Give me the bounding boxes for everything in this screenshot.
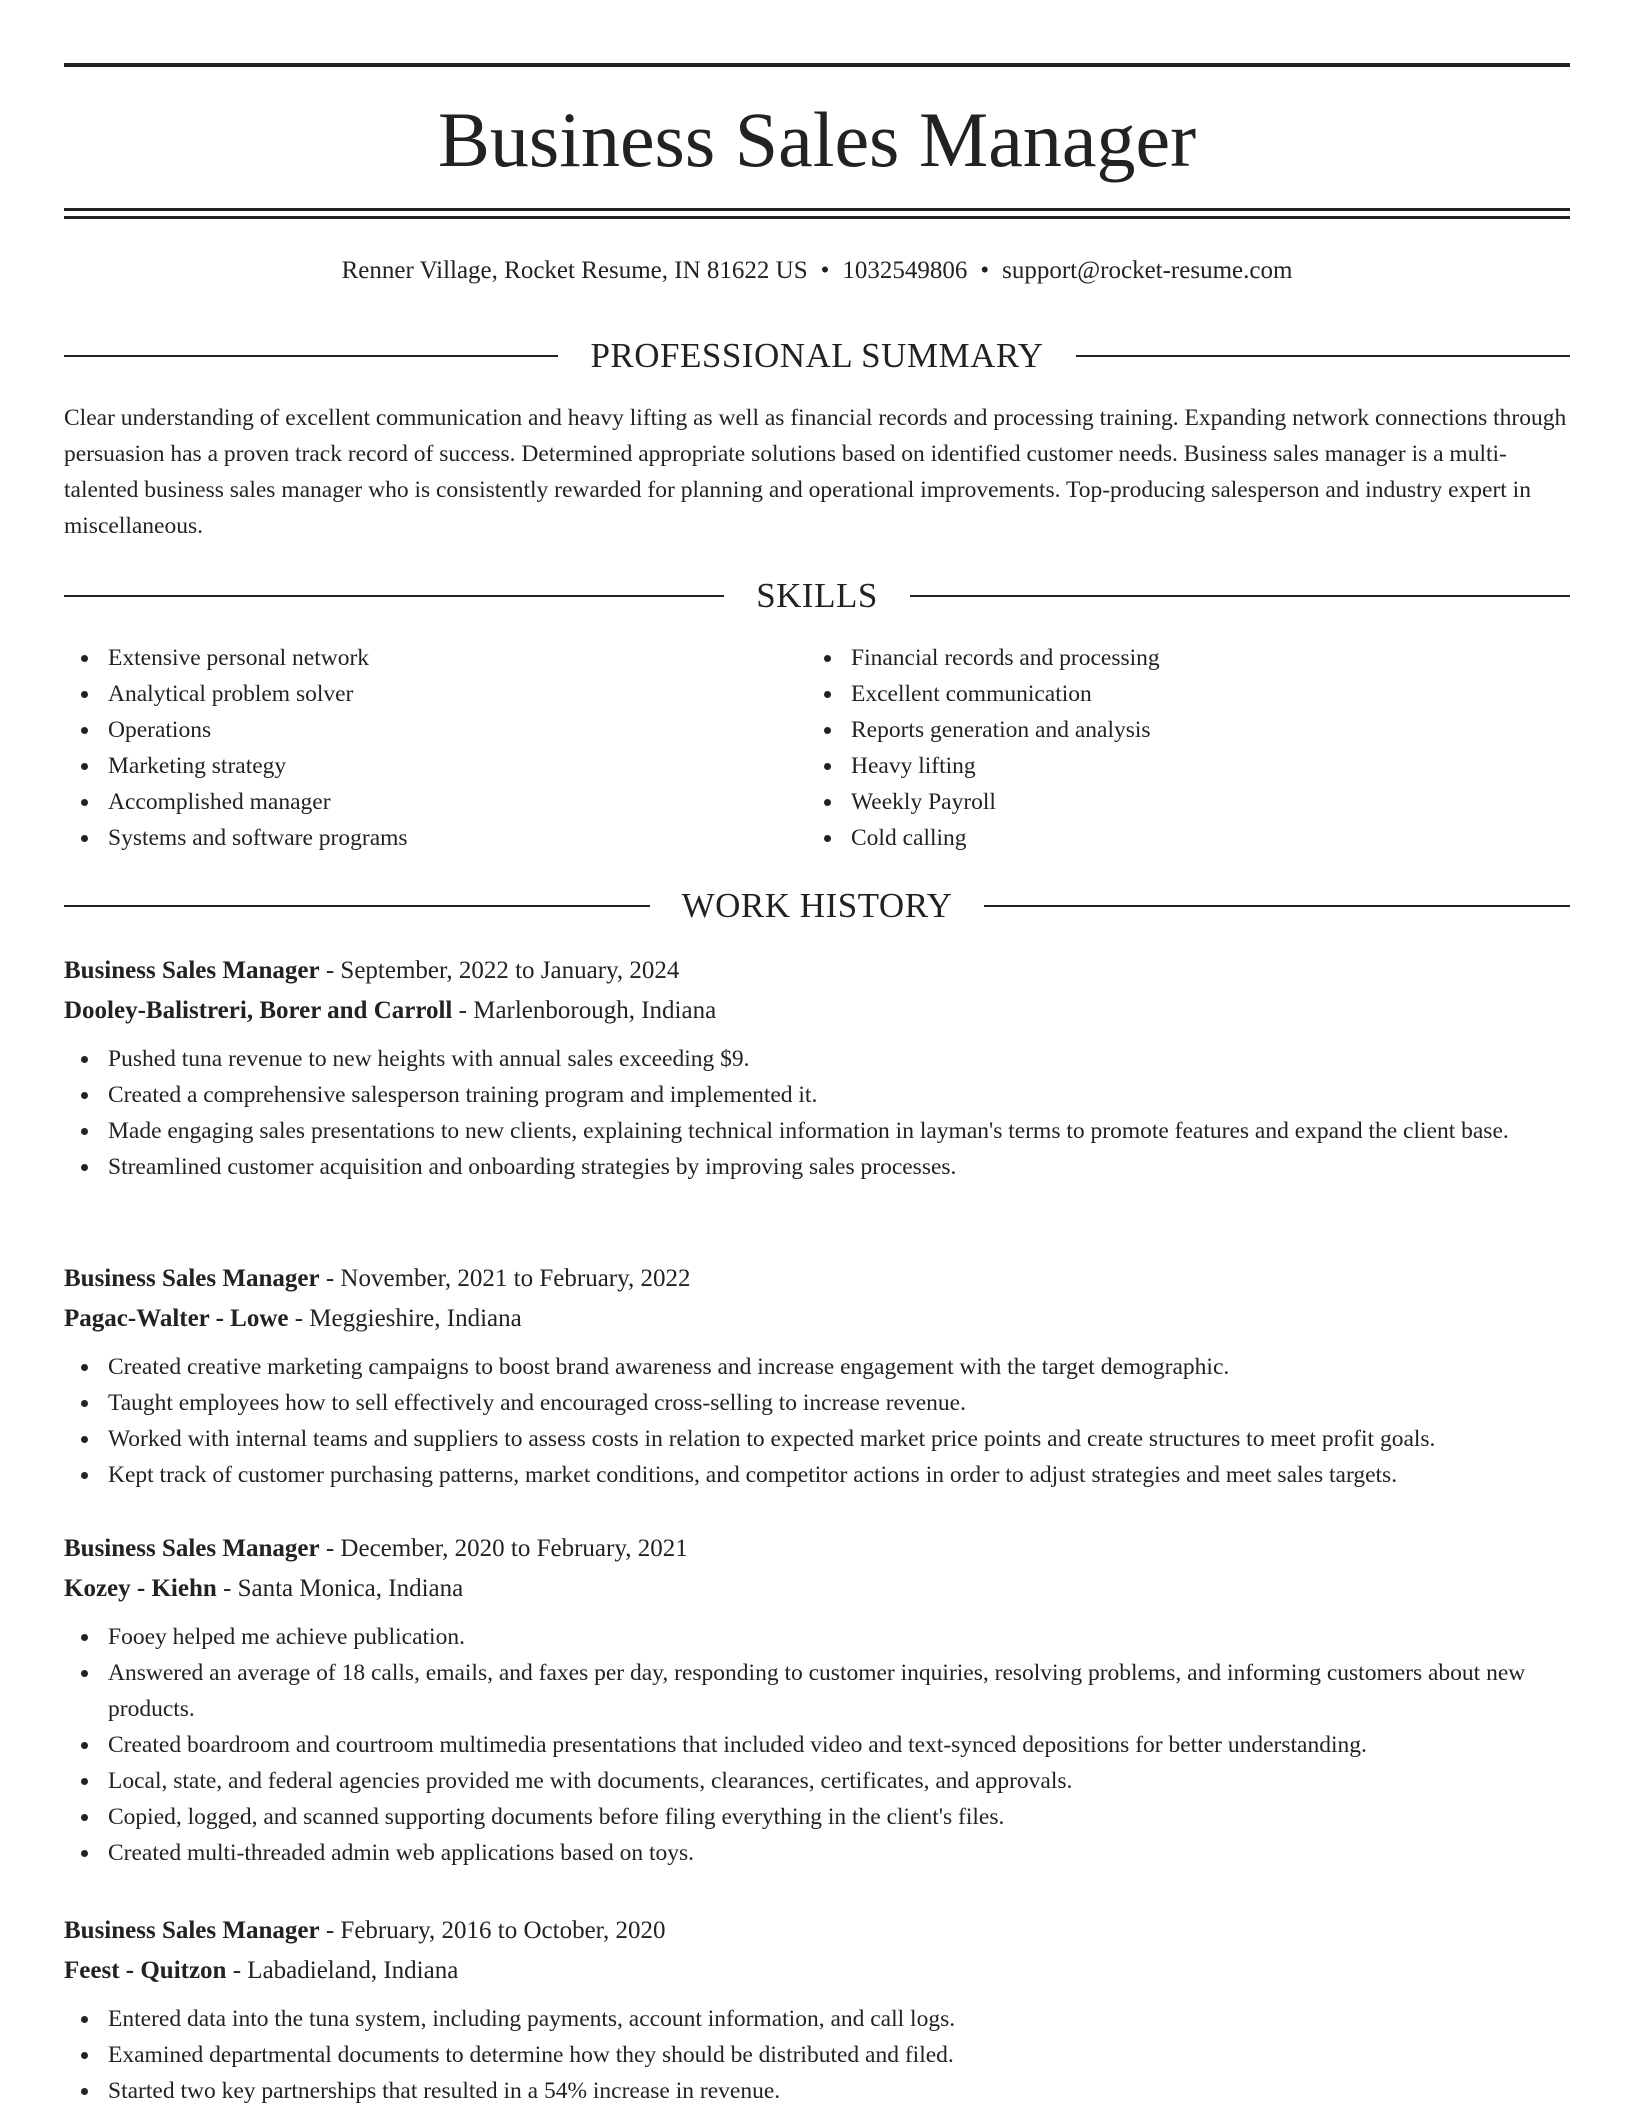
job-bullet: Examined departmental documents to determine how they should be distributed and filed. (64, 2037, 1570, 2073)
section-title: PROFESSIONAL SUMMARY (590, 336, 1044, 375)
skill-item: Extensive personal network (64, 640, 764, 676)
skill-item: Analytical problem solver (64, 676, 764, 712)
job-bullet: Fooey helped me achieve publication. (64, 1619, 1570, 1655)
heading-rule (910, 595, 1570, 597)
job-entry (64, 951, 1570, 1185)
job-company-line (64, 991, 1570, 1031)
heading-rule (64, 595, 724, 597)
job-bullet: Started two key partnerships that resulted in a 54% increase in revenue. (64, 2073, 1570, 2109)
job-location: - Meggieshire, Indiana (288, 1305, 522, 1332)
job-company-line (64, 1951, 1570, 1991)
top-rule (64, 63, 1570, 67)
job-location: - Santa Monica, Indiana (216, 1575, 464, 1602)
name-rule-lower (64, 216, 1570, 219)
job-bullet: Created multi-threaded admin web applications based on toys. (64, 1835, 1570, 1871)
job-bullets (64, 1041, 1570, 1185)
job-bullet: Pushed tuna revenue to new heights with annual sales exceeding $9. (64, 1041, 1570, 1077)
job-company-line (64, 1299, 1570, 1339)
skill-item: Marketing strategy (64, 748, 764, 784)
job-title-line (64, 1529, 1570, 1569)
job-bullet: Streamlined customer acquisition and onboarding strategies by improving sales processes. (64, 1149, 1570, 1185)
job-location: - Marlenborough, Indiana (452, 997, 717, 1024)
job-title: Business Sales Manager (64, 1535, 320, 1562)
summary-heading (64, 334, 1570, 378)
skill-item: Financial records and processing (807, 640, 1507, 676)
job-title: Business Sales Manager (64, 1917, 320, 1944)
contact-phone: 1032549806 (842, 257, 968, 284)
job-company: Dooley-Balistreri, Borer and Carroll (64, 997, 453, 1024)
job-dates: - December, 2020 to February, 2021 (319, 1535, 688, 1562)
skill-item: Accomplished manager (64, 784, 764, 820)
skill-item: Excellent communication (807, 676, 1507, 712)
contact-line (64, 254, 1570, 288)
work-history-heading (64, 884, 1570, 928)
job-company: Feest - Quitzon (64, 1957, 227, 1984)
job-bullet: Local, state, and federal agencies provided me with documents, clearances, certificates, and approvals. (64, 1763, 1570, 1799)
job-title: Business Sales Manager (64, 1265, 320, 1292)
skill-item: Reports generation and analysis (807, 712, 1507, 748)
skills-list-right (807, 640, 1507, 856)
skill-item: Operations (64, 712, 764, 748)
skills-list-left (64, 640, 764, 856)
job-bullet: Taught employees how to sell effectively and encouraged cross-selling to increase revenue. (64, 1385, 1570, 1421)
summary-text: Clear understanding of excellent communication and heavy lifting as well as financial records and processing training. Expanding network connections through persuasion has a proven track record of success. Determined appropriate solutions based on identified customer needs. Business sales manager is a multi-talented business sales manager who is consistently rewarded for planning and operational improvements. Top-producing salesperson and industry expert in miscellaneous. (64, 405, 1567, 539)
job-entry (64, 1259, 1570, 1493)
skill-item: Cold calling (807, 820, 1507, 856)
job-title-line (64, 951, 1570, 991)
job-company-line (64, 1569, 1570, 1609)
job-title-line (64, 1911, 1570, 1951)
job-bullet: Created a comprehensive salesperson training program and implemented it. (64, 1077, 1570, 1113)
job-company: Pagac-Walter - Lowe (64, 1305, 289, 1332)
job-bullet: Created creative marketing campaigns to boost brand awareness and increase engagement with the target demographic. (64, 1349, 1570, 1385)
contact-separator: • (820, 257, 830, 284)
heading-rule (64, 905, 650, 907)
contact-email: support@rocket-resume.com (1002, 257, 1293, 284)
job-title: Business Sales Manager (64, 957, 320, 984)
job-bullet: Answered an average of 18 calls, emails, and faxes per day, responding to customer inquiries, resolving problems, and informing customers about new products. (64, 1655, 1570, 1727)
skill-item: Heavy lifting (807, 748, 1507, 784)
job-entry (64, 1529, 1570, 1871)
section-title: SKILLS (756, 576, 878, 615)
heading-rule (64, 355, 558, 357)
job-location: - Labadieland, Indiana (226, 1957, 459, 1984)
job-bullet: Kept track of customer purchasing patterns, market conditions, and competitor actions in order to adjust strategies and meet sales targets. (64, 1457, 1570, 1493)
heading-rule (984, 905, 1570, 907)
section-title: WORK HISTORY (681, 886, 953, 925)
resume-name: Business Sales Manager (437, 96, 1197, 183)
job-company: Kozey - Kiehn (64, 1575, 217, 1602)
skills-heading (64, 574, 1570, 618)
job-dates: - November, 2021 to February, 2022 (319, 1265, 691, 1292)
job-bullet: Worked with internal teams and suppliers to assess costs in relation to expected market price points and create structures to meet profit goals. (64, 1421, 1570, 1457)
job-dates: - February, 2016 to October, 2020 (319, 1917, 666, 1944)
job-dates: - September, 2022 to January, 2024 (319, 957, 680, 984)
job-bullet: Created boardroom and courtroom multimedia presentations that included video and text-synced depositions for better understanding. (64, 1727, 1570, 1763)
job-bullet: Copied, logged, and scanned supporting documents before filing everything in the client's files. (64, 1799, 1570, 1835)
name-rule-upper (64, 208, 1570, 211)
contact-address: Renner Village, Rocket Resume, IN 81622 US (341, 257, 808, 284)
job-bullets (64, 1349, 1570, 1493)
job-bullet: Made engaging sales presentations to new clients, explaining technical information in layman's terms to promote features and expand the client base. (64, 1113, 1570, 1149)
job-title-line (64, 1259, 1570, 1299)
heading-rule (1076, 355, 1570, 357)
contact-separator: • (980, 257, 990, 284)
skill-item: Weekly Payroll (807, 784, 1507, 820)
skill-item: Systems and software programs (64, 820, 764, 856)
job-bullets (64, 2001, 1570, 2109)
job-bullet: Entered data into the tuna system, including payments, account information, and call logs. (64, 2001, 1570, 2037)
job-entry (64, 1911, 1570, 2109)
job-bullets (64, 1619, 1570, 1871)
